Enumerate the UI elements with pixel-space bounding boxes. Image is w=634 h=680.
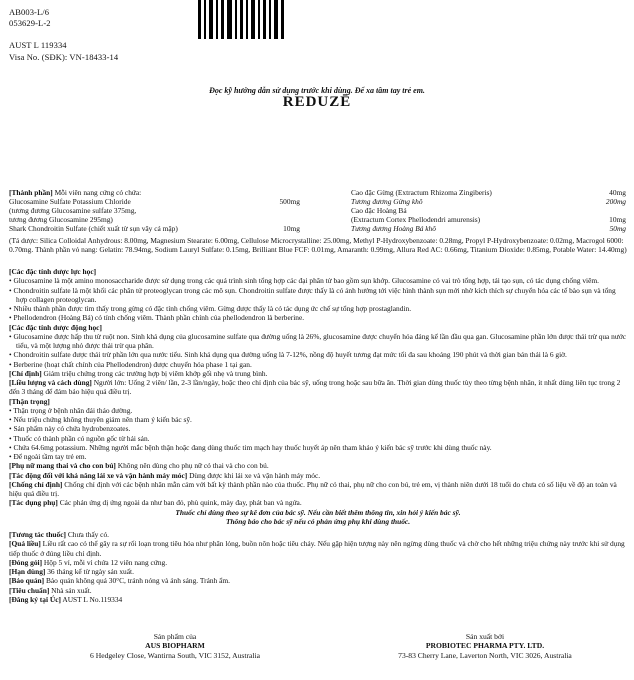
barcode-graphic: [198, 0, 296, 39]
composition-amount: 10mg: [283, 224, 300, 233]
precautions-heading: [Thận trọng]: [9, 396, 50, 406]
composition-line: Cao đặc Gừng (Extractum Rhizoma Zingiberis): [351, 188, 492, 197]
list-item: • Glucosamine là một amino monosaccharide được sử dụng trong các quá trình sinh tổng hợp các đại phân tử bao gồm sụn khớp. Glucosamine có vai trò tổng hợp, tái tạo sụn, có tác dụng chống viêm.: [9, 276, 599, 286]
dosage: [Liều lượng và cách dùng] Người lớn: Uống 2 viên/ lần, 2-3 lần/ngày, hoặc theo chỉ định của bác sỹ, uống trong hoặc sau bữa ăn. Thời gian dùng thuốc tùy theo từng bệnh nhân, ít nhất dùng liên tục trong 2 đến 3 tháng để đảm bảo hiệu quả điều trị.: [9, 378, 621, 397]
manufacturer-address: 73-83 Cherry Lane, Laverton North, VIC 3026, Australia: [398, 650, 572, 660]
composition-line: Tương đương Hoàng Bá khô: [351, 224, 436, 233]
composition-line: Cao đặc Hoàng Bá: [351, 206, 407, 215]
driving: [Tác động đối với khả năng lái xe và vận hành máy móc] Dùng được khi lái xe và vận hành máy móc.: [9, 470, 321, 480]
adverse-reaction-notice: Thông báo cho bác sỹ nếu có phản ứng phụ khi dùng thuốc.: [225, 516, 411, 526]
contraindications: [Chống chỉ định] Chống chỉ định với các bệnh nhân mẫn cảm với bất kỳ thành phần nào của thuốc. Phụ nữ có thai, phụ nữ cho con bú, trẻ em, vị thành niên dưới 18 tuổi do chưa có số liệu về độ an toàn và hiệu quả điều trị.: [9, 479, 617, 498]
manufacturer-block: [340, 632, 630, 660]
list-item: • Nhiều thành phần được tìm thấy trong gừng có đặc tính chống viêm. Gừng được thấy là có tác dụng ức chế sự tổng hợp prostaglandin.: [9, 304, 412, 313]
composition-heading: [Thành phần] Mỗi viên nang cứng có chứa:: [9, 188, 142, 197]
excipients: (Tá dược: Silica Colloidal Anhydrous: 8.00mg, Magnesium Stearate: 6.00mg, Cellulose Microcrystalline: 25.00mg, Methyl P-Hydroxybenzoate: 0.28mg, Propyl P-Hydroxybenzoate: 0.02mg, Macrogol 6000: 0.70mg. Thành phần vỏ nang: Gelatin: 78.94mg, Sodium Lauryl Sulfate: 0.15mg, Brilliant Blue FCF: 0.01mg, Amaranth: 0.99mg, Allura Red AC: 0.66mg, Titanium Dioxide: 0.85mg, Potable Water: 14.40mg): [9, 236, 627, 255]
distributor-caption: Sản phẩm của: [153, 632, 197, 641]
composition-line: Glucosamine Sulfate Potassium Chloride: [9, 197, 131, 206]
usage-instruction: Đọc kỹ hướng dẫn sử dụng trước khi dùng. Để xa tầm tay trẻ em.: [209, 86, 425, 95]
prescription-notice: Thuốc chỉ dùng theo sự kê đơn của bác sỹ. Nếu cần biết thêm thông tin, xin hỏi ý kiến bác sỹ.: [175, 507, 461, 517]
list-item: • Sản phẩm này có chứa hydrobenzoates.: [9, 424, 131, 434]
standard: [Tiêu chuẩn] Nhà sản xuất.: [9, 585, 92, 595]
list-item: • Chondroitin sulfate là một khối các phân tử proteoglycan trong các mô sụn. Chondroitin sulfate được thấy là có ảnh hưởng tới việc hình thành sụn mới nhờ kích thích sự chuyển hóa các tế bào sụn và tổng hợp collagen proteoglycan.: [9, 285, 616, 304]
storage: [Bảo quản] Bảo quản không quá 30°C, tránh nóng và ánh sáng. Tránh ẩm.: [9, 576, 230, 586]
packaging: [Đóng gói] Hộp 5 vỉ, mỗi vỉ chứa 12 viên nang cứng.: [9, 557, 168, 567]
shelf-life: [Hạn dùng] 36 tháng kể từ ngày sản xuất.: [9, 567, 134, 576]
composition-line: (tương đương Glucosamine sulfate 375mg,: [9, 206, 137, 215]
composition-amount: 500mg: [279, 197, 300, 206]
list-item: • Thuốc có thành phần có nguồn gốc từ hải sản.: [9, 433, 150, 443]
visa-number: Visa No. (SĐK): VN-18433-14: [9, 51, 119, 62]
manufacturer-name: PROBIOTEC PHARMA PTY. LTD.: [425, 641, 545, 651]
print-code: 053629-L-2: [9, 18, 51, 29]
list-item: • Để ngoài tầm tay trẻ em.: [9, 452, 87, 461]
pharmacokinetics-heading: [Các đặc tính dược động học]: [9, 322, 102, 332]
interactions: [Tương tác thuốc] Chưa thấy có.: [9, 530, 109, 539]
overdose: [Quá liều] Liều rất cao có thể gây ra sự rối loạn trong tiêu hóa như phân lỏng, buồn nôn hoặc tiêu chảy. Nếu gặp hiện tượng này nên ngừng dùng thuốc và chờ cho hết những triệu chứng này trước khi sử dụng tiếp thuốc ở đúng liều chỉ định.: [9, 539, 625, 558]
label-identifiers: [9, 7, 118, 63]
pregnancy: [Phụ nữ mang thai và cho con bú] Không nên dùng cho phụ nữ có thai và cho con bú.: [9, 461, 269, 471]
composition-line: tương đương Glucosamine 295mg): [9, 215, 113, 224]
composition-amount: 50mg: [609, 224, 626, 233]
pharmacodynamics-heading: [Các đặc tính dược lực học]: [9, 267, 97, 276]
manufacturer-caption: Sản xuất bởi: [465, 632, 505, 641]
list-item: • Berberine (hoạt chất chính của Phellodendron) được chuyển hóa phase 1 tại gan.: [9, 359, 252, 369]
product-title: REDUZĒ: [282, 94, 352, 110]
distributor-name: AUS BIOPHARM: [145, 641, 205, 651]
lot-code: AB003-L/6: [9, 7, 50, 17]
registration: [Đăng ký tại Úc] AUST L No.119334: [9, 594, 123, 604]
composition-amount: 200mg: [605, 197, 626, 206]
leaflet-body: [9, 267, 627, 604]
side-effects: [Tác dụng phụ] Các phản ứng dị ứng ngoài da như ban đỏ, phù quink, mày đay, phát ban và ngứa.: [9, 498, 302, 508]
composition-line: Tương đương Gừng khô: [351, 197, 423, 206]
distributor-block: [30, 632, 320, 660]
composition-line: Shark Chondroitin Sulfate (chiết xuất từ sụn vây cá mập): [9, 224, 178, 233]
list-item: • Chứa 64.6mg potassium. Những người mắc bệnh thận hoặc đang dùng thuốc tim mạch hay thuốc huyết áp nên tham khảo ý kiến bác sỹ trước khi dùng thuốc này.: [9, 442, 492, 452]
composition-line: (Extractum Cortex Phellodendri amurensis): [351, 215, 481, 224]
list-item: • Thận trọng ở bệnh nhân đái tháo đường.: [9, 405, 133, 415]
composition-amount: 10mg: [609, 215, 626, 224]
aust-number: AUST L 119334: [9, 40, 67, 51]
composition-amount: 40mg: [609, 188, 626, 197]
indications: [Chỉ định] Giảm triệu chứng trong các trường hợp bị viêm khớp gối nhẹ và trung bình.: [9, 368, 268, 378]
list-item: • Chondroitin sulfate được thải trừ phần lớn qua nước tiểu. Sinh khả dụng qua đường uống là 7-12%, nồng độ huyết tương đạt mức tối đa sau khoảng 190 phút và thời gian bán thải là 6 giờ.: [9, 350, 567, 360]
distributor-address: 6 Hedgeley Close, Wantirna South, VIC 3152, Australia: [90, 650, 260, 660]
list-item: • Phellodendron (Hoàng Bá) có tính chống viêm. Thành phần chính của phellodendron là berberine.: [9, 313, 305, 323]
list-item: • Glucosamine được hấp thu từ ruột non. Sinh khả dụng của glucosamine sulfate qua đường uống là 26%, glucosamine được chuyển hóa đáng kể lần đầu qua gan. Glucosamine phần lớn được thải trừ qua nước tiểu, và một lượng nhỏ được thải trừ qua phân.: [9, 331, 627, 350]
list-item: • Nếu triệu chứng không thuyên giảm nên tham ý kiến bác sỹ.: [9, 415, 192, 424]
